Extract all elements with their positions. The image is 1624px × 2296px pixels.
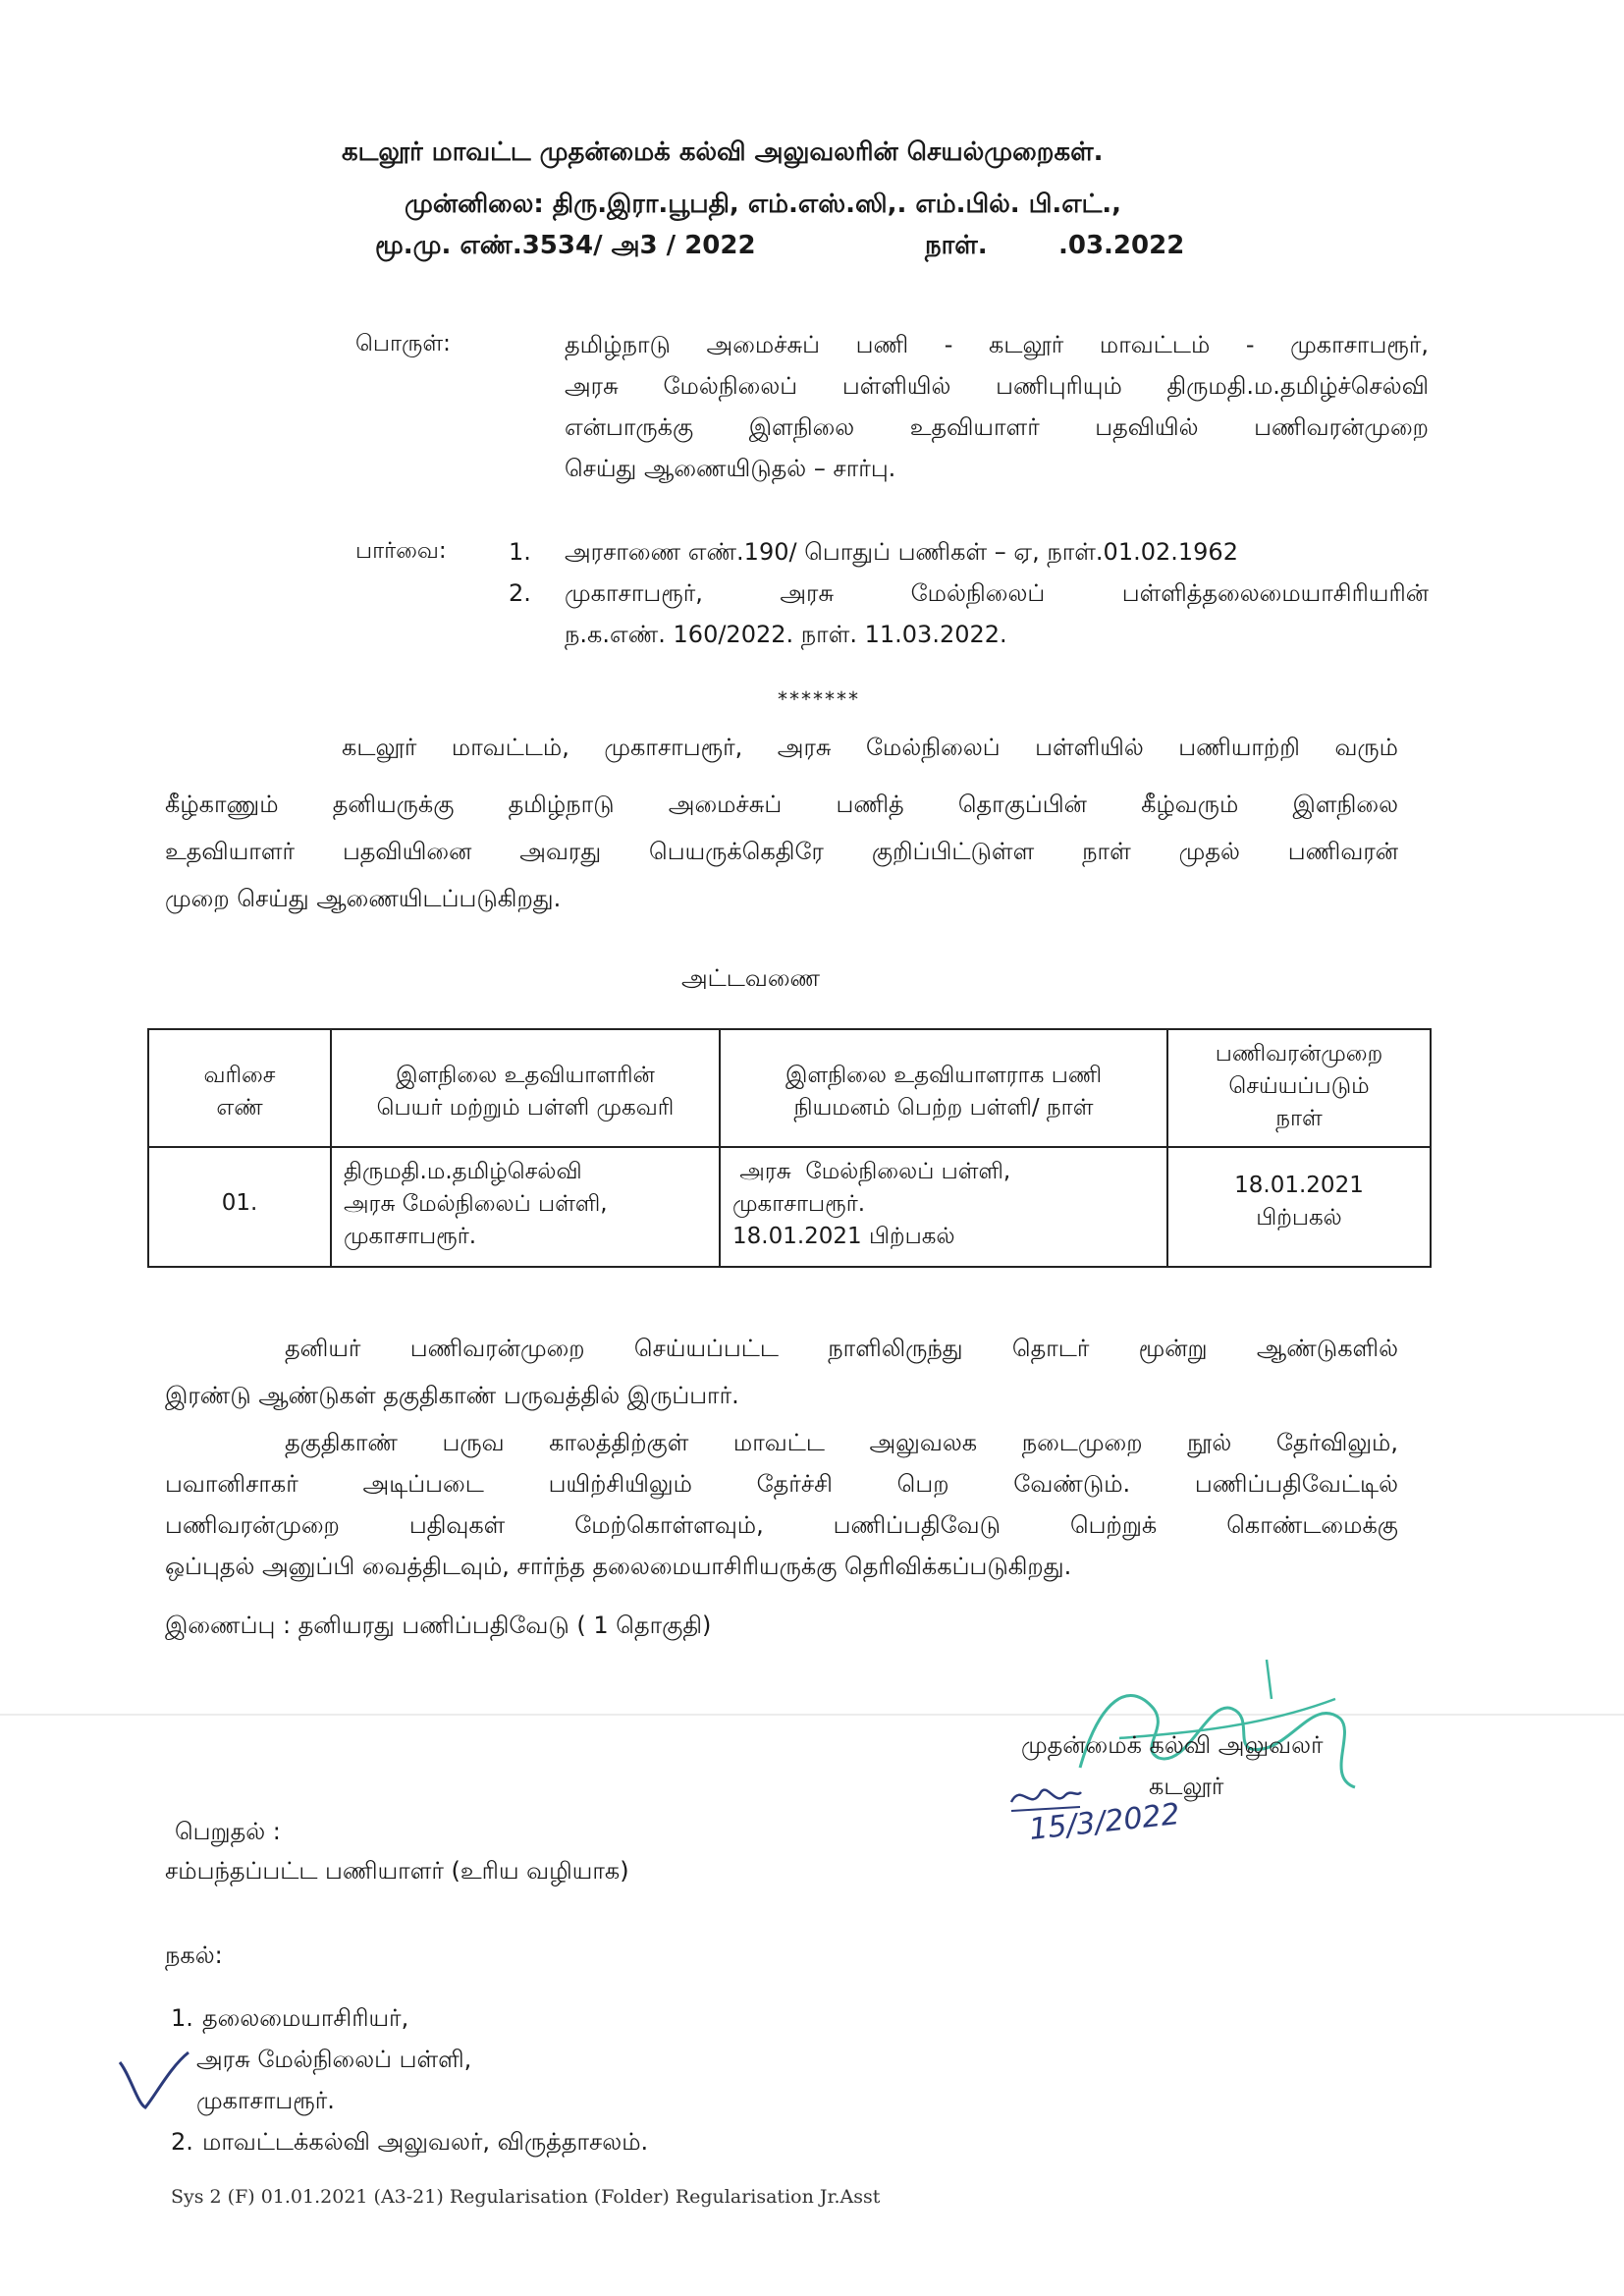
para3-line-3: பணிவரன்முறை பதிவுகள் மேற்கொள்ளவும், பணிப்பதிவேடு பெற்றுக் கொண்டமைக்கு	[165, 1511, 1398, 1539]
header-serial-line-2: எண்	[216, 1095, 263, 1121]
fold-line	[0, 1714, 1624, 1716]
cell-name-line-1: திருமதி.ம.தமிழ்செல்வி	[344, 1159, 582, 1184]
para1-line-3: உதவியாளர் பதவியினை அவரது பெயருக்கெதிரே குறிப்பிட்டுள்ள நாள் முதல் பணிவரன்	[165, 838, 1398, 865]
header-appointment-line-2: நியமனம் பெற்ற பள்ளி/ நாள்	[793, 1095, 1094, 1121]
cell-appointment-line-1: அரசு மேல்நிலைப் பள்ளி,	[732, 1159, 1011, 1184]
subject-line-1: தமிழ்நாடு அமைச்சுப் பணி - கடலூர் மாவட்டம் - முகாசாபரூர்,	[565, 331, 1429, 358]
copy-item-1-line-3: முகாசாபரூர்.	[196, 2087, 335, 2114]
cell-name-line-2: அரசு மேல்நிலைப் பள்ளி,	[344, 1191, 608, 1217]
cell-appointment-line-2: முகாசாபரூர்.	[732, 1191, 866, 1217]
presence-line: முன்னிலை: திரு.இரா.பூபதி, எம்.எஸ்.ஸி,. எம்.பில். பி.எட்.,	[405, 190, 1122, 219]
header-name	[331, 1029, 720, 1147]
header-serial	[148, 1029, 331, 1147]
para1-line-2: கீழ்காணும் தனியருக்கு தமிழ்நாடு அமைச்சுப் பணித் தொகுப்பின் கீழ்வரும் இளநிலை	[165, 791, 1398, 818]
para2-line-2: இரண்டு ஆண்டுகள் தகுதிகாண் பருவத்தில் இருப்பார்.	[165, 1382, 739, 1409]
cell-serial-text: 01.	[221, 1190, 258, 1216]
date-value: .03.2022	[1058, 231, 1185, 260]
copy-item-1-num: 1.	[171, 2004, 193, 2032]
tick-mark-icon	[116, 2045, 194, 2123]
date-label: நாள்.	[925, 231, 988, 260]
header-regularisation	[1167, 1029, 1431, 1147]
handwritten-date: 15/3/2022	[1027, 1797, 1182, 1847]
schedule-title: அட்டவணை	[681, 964, 821, 992]
cell-regularisation	[1167, 1147, 1431, 1267]
cell-name-line-3: முகாசாபரூர்.	[344, 1224, 477, 1249]
reference-label: பார்வை:	[355, 538, 447, 564]
para3-line-2: பவானிசாகர் அடிப்படை பயிற்சியிலும் தேர்ச்சி பெற வேண்டும். பணிப்பதிவேட்டில்	[165, 1470, 1398, 1498]
header-serial-line-1: வரிசை	[203, 1063, 276, 1088]
subject-line-3: என்பாருக்கு இளநிலை உதவியாளர் பதவியில் பணிவரன்முறை	[565, 413, 1429, 441]
reference-text-2-cont: ந.க.எண். 160/2022. நாள். 11.03.2022.	[565, 621, 1007, 648]
subject-label: பொருள்:	[355, 331, 451, 356]
copy-label: நகல்:	[165, 1941, 223, 1969]
signature-place: கடலூர்	[1149, 1773, 1224, 1800]
reference-num-2: 2.	[509, 579, 531, 607]
para1-line-4: முறை செய்து ஆணையிடப்படுகிறது.	[165, 885, 562, 912]
reference-num-1: 1.	[509, 538, 531, 566]
header-name-line-2: பெயர் மற்றும் பள்ளி முகவரி	[376, 1095, 675, 1121]
para2-line-1: தனியர் பணிவரன்முறை செய்யப்பட்ட நாளிலிருந்து தொடர் மூன்று ஆண்டுகளில்	[285, 1335, 1398, 1362]
cell-serial	[148, 1147, 331, 1267]
header-regularisation-line-3: நாள்	[1275, 1106, 1323, 1131]
footer-file-path: Sys 2 (F) 01.01.2021 (A3-21) Regularisation (Folder) Regularisation Jr.Asst	[171, 2186, 881, 2208]
recipient-text: சம்பந்தப்பட்ட பணியாளர் (உரிய வழியாக)	[165, 1857, 629, 1885]
subject-line-2: அரசு மேல்நிலைப் பள்ளியில் பணிபுரியும் திருமதி.ம.தமிழ்ச்செல்வி	[565, 372, 1429, 400]
para3-line-4: ஒப்புதல் அனுப்பி வைத்திடவும், சார்ந்த தலைமையாசிரியருக்கு தெரிவிக்கப்படுகிறது.	[165, 1553, 1072, 1580]
table-row	[148, 1147, 1431, 1267]
enclosure-line: இணைப்பு : தனியரது பணிப்பதிவேடு ( 1 தொகுதி)	[165, 1612, 712, 1639]
copy-item-1-line-1: தலைமையாசிரியர்,	[202, 2004, 409, 2032]
header-name-line-1: இளநிலை உதவியாளரின்	[396, 1063, 655, 1088]
cell-appointment-line-3: 18.01.2021 பிற்பகல்	[732, 1224, 955, 1249]
cell-regularisation-line-1: 18.01.2021	[1234, 1173, 1364, 1198]
document-title: கடலூர் மாவட்ட முதன்மைக் கல்வி அலுவலரின் செயல்முறைகள்.	[342, 137, 1104, 167]
para3-line-1: தகுதிகாண் பருவ காலத்திற்குள் மாவட்ட அலுவலக நடைமுறை நூல் தேர்விலும்,	[285, 1429, 1398, 1456]
header-appointment	[720, 1029, 1167, 1147]
reference-text-1: அரசாணை எண்.190/ பொதுப் பணிகள் – ஏ, நாள்.01.02.1962	[565, 538, 1238, 566]
header-appointment-line-1: இளநிலை உதவியாளராக பணி	[785, 1063, 1103, 1088]
cell-regularisation-line-2: பிற்பகல்	[1256, 1205, 1342, 1230]
copy-item-2-line-1: மாவட்டக்கல்வி அலுவலர், விருத்தாசலம்.	[202, 2128, 649, 2156]
separator-stars: *******	[778, 687, 860, 711]
cell-appointment	[720, 1147, 1167, 1267]
signature-designation: முதன்மைக் கல்வி அலுவலர்	[1021, 1731, 1324, 1759]
subject-line-4: செய்து ஆணையிடுதல் – சார்பு.	[565, 455, 896, 482]
table-header-row	[148, 1029, 1431, 1147]
reference-number: மூ.மு. எண்.3534/ அ3 / 2022	[375, 231, 756, 260]
recipient-label: பெறுதல் :	[175, 1818, 281, 1845]
header-regularisation-line-1: பணிவரன்முறை	[1215, 1041, 1383, 1066]
copy-item-1-line-2: அரசு மேல்நிலைப் பள்ளி,	[196, 2046, 472, 2073]
copy-item-2-num: 2.	[171, 2128, 193, 2156]
header-regularisation-line-2: செய்யப்படும்	[1228, 1073, 1370, 1099]
schedule-table	[147, 1028, 1432, 1268]
reference-text-2: முகாசாபரூர், அரசு மேல்நிலைப் பள்ளித்தலைமையாசிரியரின்	[565, 579, 1429, 607]
cell-name	[331, 1147, 720, 1267]
para1-line-1: கடலூர் மாவட்டம், முகாசாபரூர், அரசு மேல்நிலைப் பள்ளியில் பணியாற்றி வரும்	[342, 734, 1398, 761]
